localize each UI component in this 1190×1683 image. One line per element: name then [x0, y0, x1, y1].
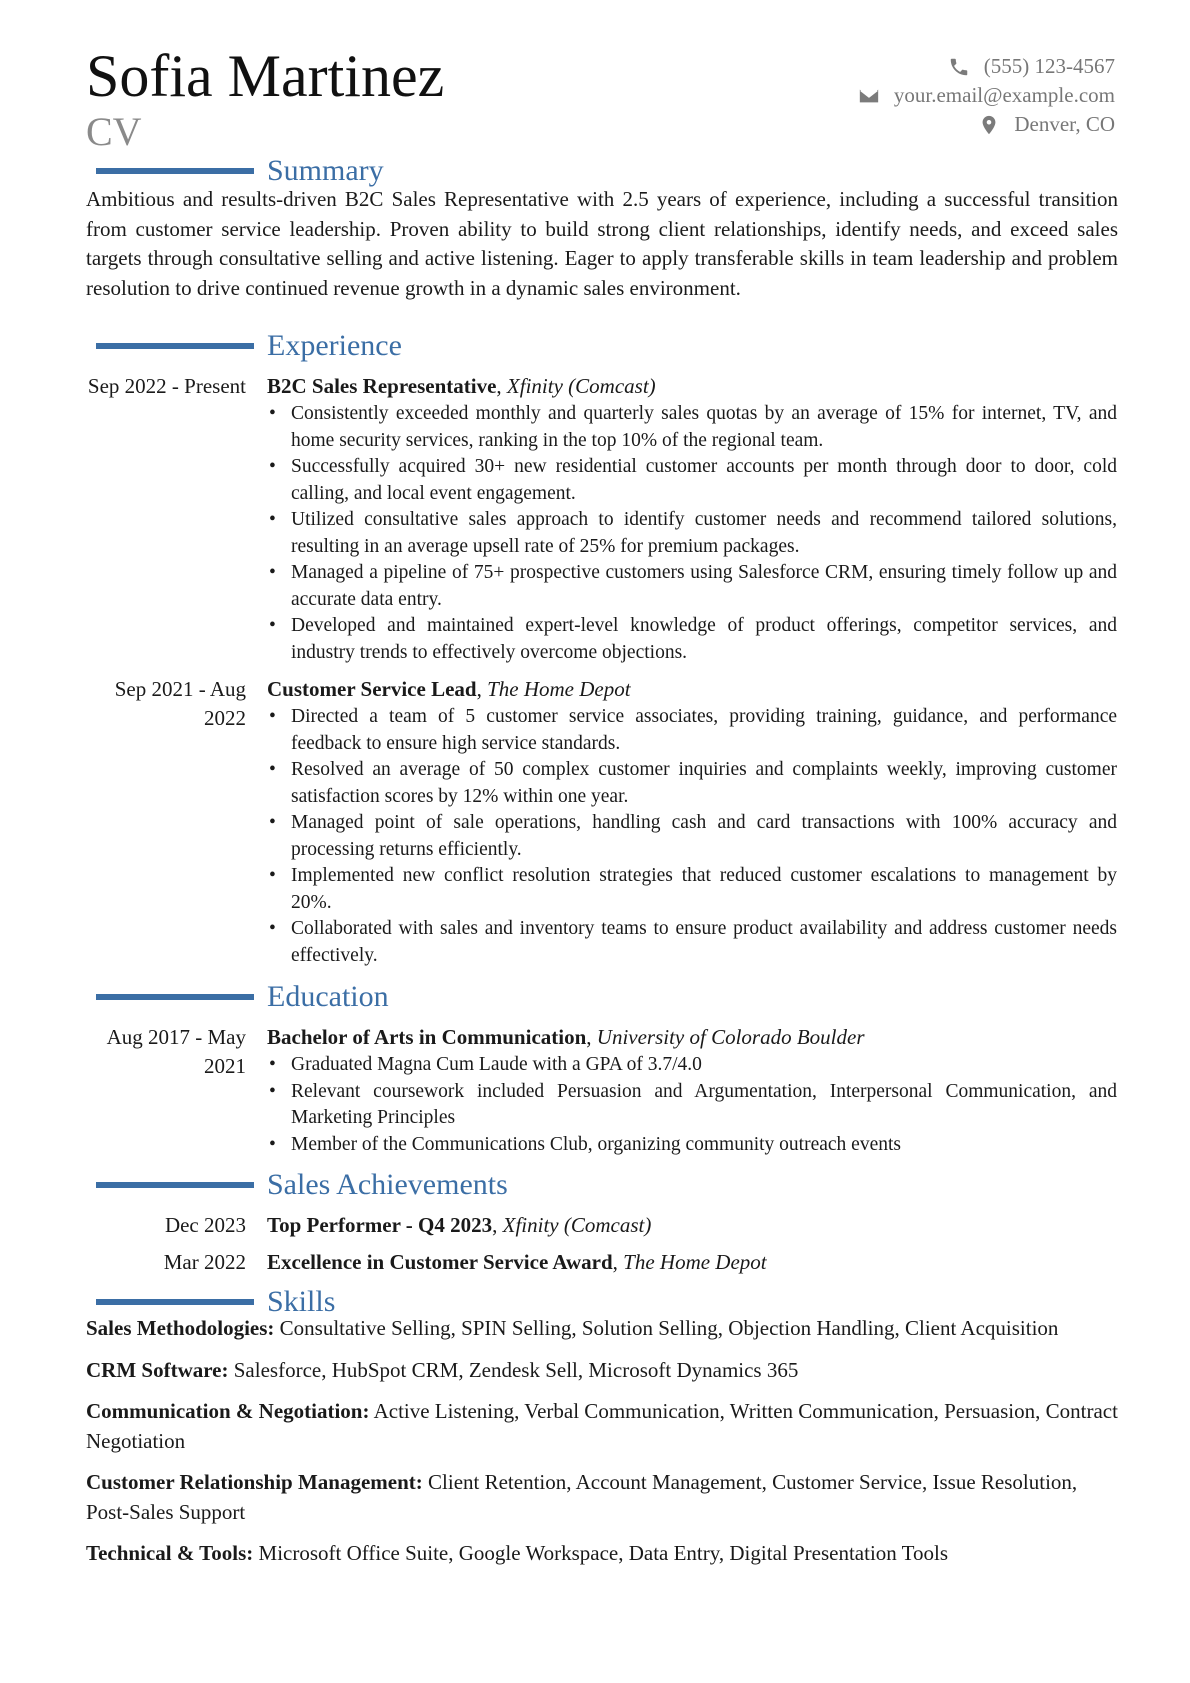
entry-title: B2C Sales Representative — [267, 374, 497, 398]
contact-location — [858, 110, 1115, 139]
entry-title: Excellence in Customer Service Award — [267, 1250, 613, 1274]
bullet-item: • Successfully acquired 30+ new residential customer accounts per month through door to door, cold calling, and local event engagement. — [291, 454, 1117, 507]
entry-body — [267, 1023, 1117, 1158]
bullet-list — [267, 704, 1117, 969]
entry-date: Aug 2017 - May 2021 — [106, 1025, 246, 1078]
entry-org: The Home Depot — [487, 677, 631, 701]
section-title: Summary — [267, 154, 384, 187]
entry-org: Xfinity (Comcast) — [506, 374, 656, 398]
map-pin-icon — [978, 114, 1000, 136]
section-bar — [96, 168, 254, 174]
contact-block — [858, 52, 1115, 139]
entry-heading: Excellence in Customer Service Award, The Home Depot — [267, 1250, 767, 1274]
entry-body — [267, 1211, 1117, 1240]
entry-title: Bachelor of Arts in Communication — [267, 1025, 587, 1049]
bullet-item: • Member of the Communications Club, organizing community outreach events — [291, 1132, 1117, 1159]
skill-items: Active Listening, Verbal Communication, Written Communication, Persuasion, Contract Negotiation — [86, 1399, 1118, 1453]
section-header-achievements — [86, 1168, 1116, 1202]
entry-body — [267, 372, 1117, 666]
skill-row — [86, 1356, 1118, 1386]
section-title: Skills — [267, 1285, 336, 1318]
bullet-item: • Graduated Magna Cum Laude with a GPA of 3.7/4.0 — [291, 1052, 1117, 1079]
section-header-summary — [86, 154, 1116, 188]
skill-items: Client Retention, Account Management, Customer Service, Issue Resolution, Post-Sales Support — [86, 1470, 1078, 1524]
bullet-item: • Utilized consultative sales approach to identify customer needs and recommend tailored solutions, resulting in an average upsell rate of 25% for premium packages. — [291, 507, 1117, 560]
skill-items: Salesforce, HubSpot CRM, Zendesk Sell, Microsoft Dynamics 365 — [233, 1357, 799, 1382]
bullet-item: • Implemented new conflict resolution strategies that reduced customer escalations to management by 20%. — [291, 863, 1117, 916]
section-title: Sales Achievements — [267, 1168, 508, 1201]
skill-items: Microsoft Office Suite, Google Workspace, Data Entry, Digital Presentation Tools — [258, 1541, 949, 1565]
skill-row — [86, 1468, 1118, 1527]
section-title: Education — [267, 980, 389, 1013]
section-header-education — [86, 980, 1116, 1014]
entry-title: Customer Service Lead — [267, 677, 477, 701]
skill-row — [86, 1314, 1118, 1344]
location-text: Denver, CO — [1014, 112, 1115, 136]
section-bar — [96, 994, 254, 1000]
entry-heading: B2C Sales Representative, Xfinity (Comcast) — [267, 374, 656, 398]
bullet-list — [267, 401, 1117, 666]
phone-icon — [948, 56, 970, 78]
section-bar — [96, 1182, 254, 1188]
bullet-item: • Managed point of sale operations, handling cash and card transactions with 100% accuracy and processing returns efficiently. — [291, 810, 1117, 863]
bullet-list — [267, 1052, 1117, 1158]
bullet-item: • Collaborated with sales and inventory teams to ensure product availability and address customer needs effectively. — [291, 916, 1117, 969]
envelope-icon — [858, 85, 880, 107]
entry-date: Sep 2021 - Aug 2022 — [114, 677, 246, 730]
entry-body — [267, 1248, 1117, 1277]
skills-list — [86, 1314, 1118, 1581]
email-text: your.email@example.com — [893, 83, 1115, 107]
bullet-item: • Resolved an average of 50 complex customer inquiries and complaints weekly, improving customer satisfaction scores by 12% within one year. — [291, 757, 1117, 810]
entry-date: Sep 2022 - Present — [87, 374, 246, 398]
entry-date: Mar 2022 — [163, 1250, 246, 1274]
skill-label: Technical & Tools: — [86, 1541, 254, 1565]
skill-items: Consultative Selling, SPIN Selling, Solution Selling, Objection Handling, Client Acquisition — [279, 1316, 1059, 1340]
skill-label: Communication & Negotiation: — [86, 1399, 370, 1423]
entry-body — [267, 675, 1117, 969]
skill-row — [86, 1539, 1118, 1569]
bullet-item: • Managed a pipeline of 75+ prospective customers using Salesforce CRM, ensuring timely follow up and accurate data entry. — [291, 560, 1117, 613]
section-bar — [96, 1299, 254, 1305]
entry-org: Xfinity (Comcast) — [502, 1213, 652, 1237]
contact-phone — [858, 52, 1115, 81]
section-title: Experience — [267, 329, 402, 362]
document-type: CV — [86, 109, 142, 154]
skill-label: CRM Software: — [86, 1357, 229, 1382]
section-bar — [96, 343, 254, 349]
entry-heading: Bachelor of Arts in Communication, University of Colorado Boulder — [267, 1025, 865, 1049]
skill-label: Sales Methodologies: — [86, 1316, 275, 1340]
summary-text: Ambitious and results-driven B2C Sales Representative with 2.5 years of experience, including a successful transition from customer service leadership. Proven ability to build strong client relationships, identify needs, and exceed sales targets through consultative selling and active listening. Eager to apply transferable skills in team leadership and problem resolution to drive continued revenue growth in a dynamic sales environment. — [86, 187, 1118, 300]
entry-date: Dec 2023 — [164, 1213, 246, 1237]
entry-org: University of Colorado Boulder — [596, 1025, 865, 1049]
bullet-item: • Directed a team of 5 customer service associates, providing training, guidance, and performance feedback to ensure high service standards. — [291, 704, 1117, 757]
entry-heading: Customer Service Lead, The Home Depot — [267, 677, 631, 701]
entry-title: Top Performer - Q4 2023 — [267, 1213, 493, 1237]
contact-email — [858, 81, 1115, 110]
bullet-item: • Consistently exceeded monthly and quarterly sales quotas by an average of 15% for internet, TV, and home security services, ranking in the top 10% of the regional team. — [291, 401, 1117, 454]
bullet-item: • Relevant coursework included Persuasion and Argumentation, Interpersonal Communication, and Marketing Principles — [291, 1079, 1117, 1132]
phone-text: (555) 123-4567 — [983, 54, 1115, 78]
section-header-experience — [86, 329, 1116, 363]
person-name: Sofia Martinez — [86, 43, 445, 109]
skill-row — [86, 1397, 1118, 1456]
bullet-item: • Developed and maintained expert-level knowledge of product offerings, competitor services, and industry trends to effectively overcome objections. — [291, 613, 1117, 666]
entry-org: The Home Depot — [623, 1250, 767, 1274]
skill-label: Customer Relationship Management: — [86, 1470, 423, 1494]
entry-heading: Top Performer - Q4 2023, Xfinity (Comcast) — [267, 1213, 652, 1237]
